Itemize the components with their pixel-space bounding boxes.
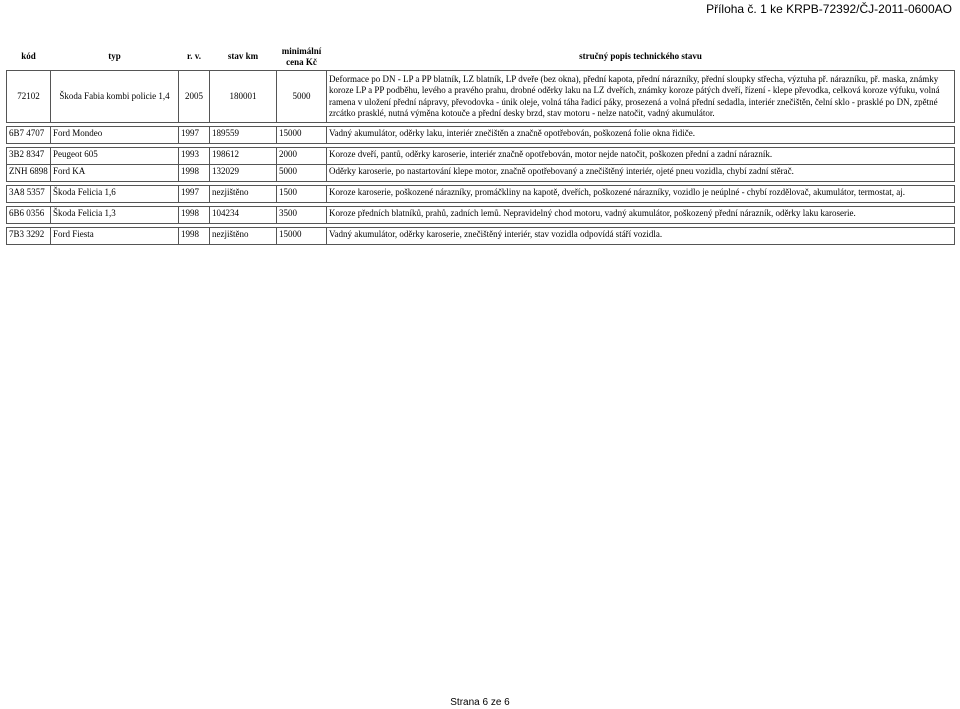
cell-typ: Škoda Felicia 1,6 (51, 186, 179, 203)
cell-km: nezjištěno (210, 228, 277, 245)
cell-typ: Ford Mondeo (51, 127, 179, 144)
cell-popis: Deformace po DN - LP a PP blatník, LZ blatník, LP dveře (bez okna), přední kapota, přední nárazníky, přední sloupky střecha, výztuha př. nárazníku, př. maska, známky koroze LP a PP podběhu, levého a pravého prahu, drobné oděrky laku na LZ dveřích, známky koroze pátých dveří, řízení - klepe převodka, celková koroze výfuku, volná ramena v uložení přední nápravy, převodovka - únik oleje, volná táha řadicí páky, prosezená a volná přední sedadla, interiér znečištěn, čelní sklo - prasklé po DN, zpětné zrcátko prasklé, nutná výměna kotouče a přední desky brzd, stav motoru - nelze natočit, vadný akumulátor. (327, 71, 955, 123)
cell-kod: 3A8 5357 (7, 186, 51, 203)
cell-km: 104234 (210, 207, 277, 224)
cell-cena: 15000 (277, 127, 327, 144)
cell-rv: 1998 (179, 207, 210, 224)
cell-cena: 5000 (277, 165, 327, 182)
page-number: Strana 6 ze 6 (450, 697, 510, 708)
document-header: Příloha č. 1 ke KRPB-72392/ČJ-2011-0600AO (706, 2, 952, 16)
table-row (7, 207, 955, 224)
cell-kod: ZNH 6898 (7, 165, 51, 182)
cell-rv: 1993 (179, 148, 210, 165)
cell-popis: Koroze karoserie, poškozené nárazníky, promáčkliny na kapotě, dveřích, poškozené nárazníky, vozidlo je neúplné - chybí rozdělovač, akumulátor, termostat, aj. (327, 186, 955, 203)
cell-popis: Vadný akumulátor, oděrky karoserie, znečištěný interiér, stav vozidla odpovídá stáří vozidla. (327, 228, 955, 245)
cell-km: 132029 (210, 165, 277, 182)
cell-cena: 5000 (277, 71, 327, 123)
cell-rv: 1998 (179, 228, 210, 245)
table-row (7, 148, 955, 165)
cell-typ: Ford KA (51, 165, 179, 182)
cell-popis: Koroze předních blatníků, prahů, zadních lemů. Nepravidelný chod motoru, vadný akumulátor, poškozený přední nárazník, oděrky laku karoserie. (327, 207, 955, 224)
cell-cena: 3500 (277, 207, 327, 224)
cell-rv: 1998 (179, 165, 210, 182)
cell-cena: 2000 (277, 148, 327, 165)
cell-typ: Peugeot 605 (51, 148, 179, 165)
cell-popis: Koroze dveří, pantů, oděrky karoserie, interiér značně opotřebován, motor nejde natočit, poškozen přední a zadní nárazník. (327, 148, 955, 165)
cell-popis: Vadný akumulátor, oděrky laku, interiér znečištěn a značně opotřebován, poškozená folie okna řidiče. (327, 127, 955, 144)
col-header-popis: stručný popis technického stavu (579, 51, 702, 62)
vehicle-table (6, 44, 955, 245)
col-header-typ: typ (108, 51, 121, 62)
table-row (7, 186, 955, 203)
cell-kod: 6B6 0356 (7, 207, 51, 224)
cell-rv: 2005 (179, 71, 210, 123)
cell-typ: Škoda Fabia kombi policie 1,4 (51, 71, 179, 123)
col-header-rv: r. v. (187, 51, 201, 62)
cell-kod: 3B2 8347 (7, 148, 51, 165)
table-row (7, 71, 955, 123)
col-header-cena: minimální cena Kč (281, 45, 322, 67)
cell-km: 180001 (210, 71, 277, 123)
cell-rv: 1997 (179, 127, 210, 144)
cell-popis: Oděrky karoserie, po nastartování klepe motor, značně opotřebovaný a znečištěný interiér, ojeté pneu vozidla, chybí zadní stěrač. (327, 165, 955, 182)
table-row (7, 165, 955, 182)
cell-km: 189559 (210, 127, 277, 144)
cell-typ: Ford Fiesta (51, 228, 179, 245)
table-row (7, 228, 955, 245)
col-header-kod: kód (21, 51, 36, 62)
cell-kod: 7B3 3292 (7, 228, 51, 245)
cell-rv: 1997 (179, 186, 210, 203)
cell-typ: Škoda Felicia 1,3 (51, 207, 179, 224)
table-header (7, 44, 955, 71)
cell-cena: 1500 (277, 186, 327, 203)
col-header-stav-km: stav km (227, 51, 259, 62)
cell-cena: 15000 (277, 228, 327, 245)
cell-kod: 72102 (7, 71, 51, 123)
cell-kod: 6B7 4707 (7, 127, 51, 144)
table-row (7, 127, 955, 144)
cell-km: 198612 (210, 148, 277, 165)
cell-km: nezjištěno (210, 186, 277, 203)
